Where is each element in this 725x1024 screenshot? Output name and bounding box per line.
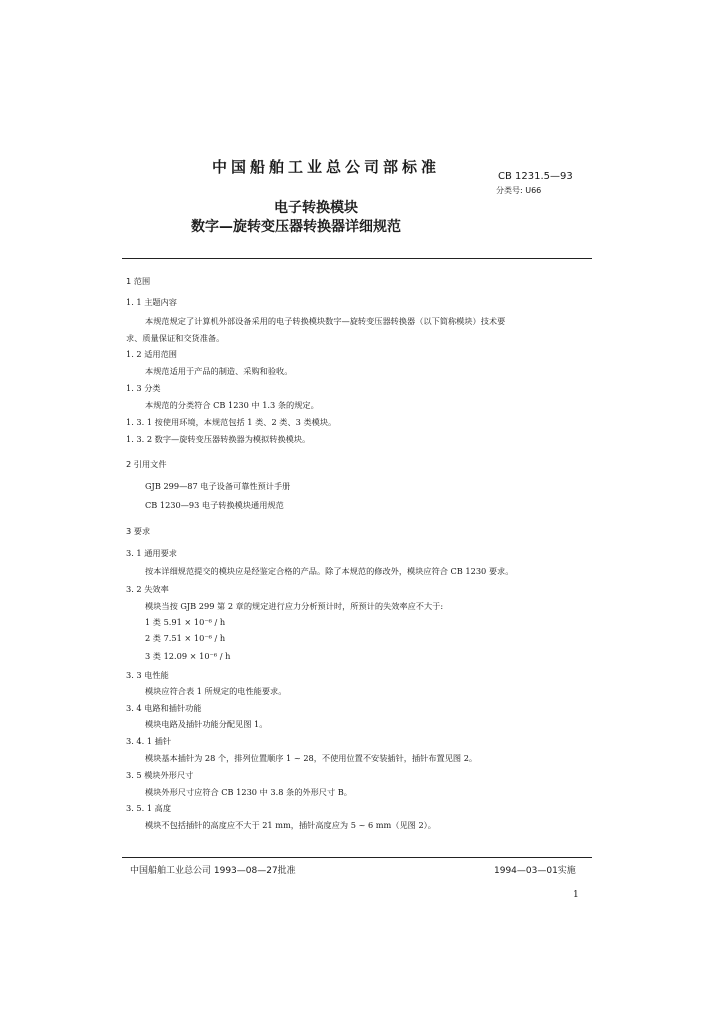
section-heading-2: 2 引用文件 — [126, 459, 167, 469]
subsection-1-3: 1. 3 分类 — [126, 383, 161, 393]
subsection-3-2: 3. 2 失效率 — [126, 584, 169, 594]
paragraph-text: 模块电路及插针功能分配见图 1。 — [145, 719, 268, 729]
paragraph-text: 本规范规定了计算机外部设备采用的电子转换模块数字—旋转变压器转换器（以下简称模块）技术要 — [145, 316, 506, 326]
paragraph-text: 模块外形尺寸应符合 CB 1230 中 3.8 条的外形尺寸 B。 — [145, 787, 352, 797]
failure-rate-item: 3 类 12.09 × 10⁻⁶ / h — [145, 651, 231, 661]
paragraph-text: 本规范的分类符合 CB 1230 中 1.3 条的规定。 — [145, 400, 319, 410]
reference-document: CB 1230—93 电子转换模块通用规范 — [145, 500, 284, 510]
page-number: 1 — [573, 890, 579, 900]
issuing-organization: 中国船舶工业总公司部标准 — [212, 158, 441, 176]
standard-number: CB 1231.5—93 — [498, 171, 573, 182]
document-title-line-2: 数字—旋转变压器转换器详细规范 — [191, 219, 401, 235]
subsection-1-1: 1. 1 主题内容 — [126, 297, 177, 307]
classification-number: 分类号: U66 — [496, 186, 542, 195]
approval-date: 中国船舶工业总公司 1993—08—27批准 — [130, 866, 296, 876]
subsection-3-4: 3. 4 电路和插针功能 — [126, 703, 202, 713]
clause-3-4-1: 3. 4. 1 插针 — [126, 736, 172, 746]
subsection-3-1: 3. 1 通用要求 — [126, 548, 177, 558]
paragraph-text: 求、质量保证和交货准备。 — [126, 333, 225, 343]
paragraph-text: 模块基本插针为 28 个，排列位置顺序 1 ~ 28，不使用位置不安装插针，插针布置见图 2。 — [145, 753, 478, 763]
paragraph-text: 模块不包括插针的高度应不大于 21 mm，插针高度应为 5 ~ 6 mm（见图 2）。 — [145, 820, 436, 830]
subsection-3-5: 3. 5 模块外形尺寸 — [126, 770, 194, 780]
subsection-3-3: 3. 3 电性能 — [126, 670, 169, 680]
paragraph-text: 模块应符合表 1 所规定的电性能要求。 — [145, 686, 287, 696]
subsection-1-2: 1. 2 适用范围 — [126, 349, 177, 359]
paragraph-text: 模块当按 GJB 299 第 2 章的规定进行应力分析预计时，所预计的失效率应不大于: — [145, 601, 444, 611]
failure-rate-item: 2 类 7.51 × 10⁻⁶ / h — [145, 633, 226, 643]
clause-3-5-1: 3. 5. 1 高度 — [126, 803, 172, 813]
section-heading-3: 3 要求 — [126, 526, 151, 536]
document-title-line-1: 电子转换模块 — [274, 200, 358, 216]
reference-document: GJB 299—87 电子设备可靠性预计手册 — [145, 481, 291, 491]
paragraph-text: 本规范适用于产品的制造、采购和验收。 — [145, 366, 293, 376]
failure-rate-item: 1 类 5.91 × 10⁻⁶ / h — [145, 617, 226, 627]
paragraph-text: 按本详细规范提交的模块应是经鉴定合格的产品。除了本规范的修改外，模块应符合 CB 1230 要求。 — [145, 566, 514, 576]
clause-1-3-1: 1. 3. 1 按使用环境，本规范包括 1 类、2 类、3 类模块。 — [126, 417, 337, 427]
footer-divider — [122, 857, 592, 858]
clause-1-3-2: 1. 3. 2 数字—旋转变压器转换器为模拟转换模块。 — [126, 434, 311, 444]
implementation-date: 1994—03—01实施 — [494, 866, 576, 876]
section-heading-1: 1 范围 — [126, 276, 151, 286]
header-divider — [122, 258, 592, 259]
